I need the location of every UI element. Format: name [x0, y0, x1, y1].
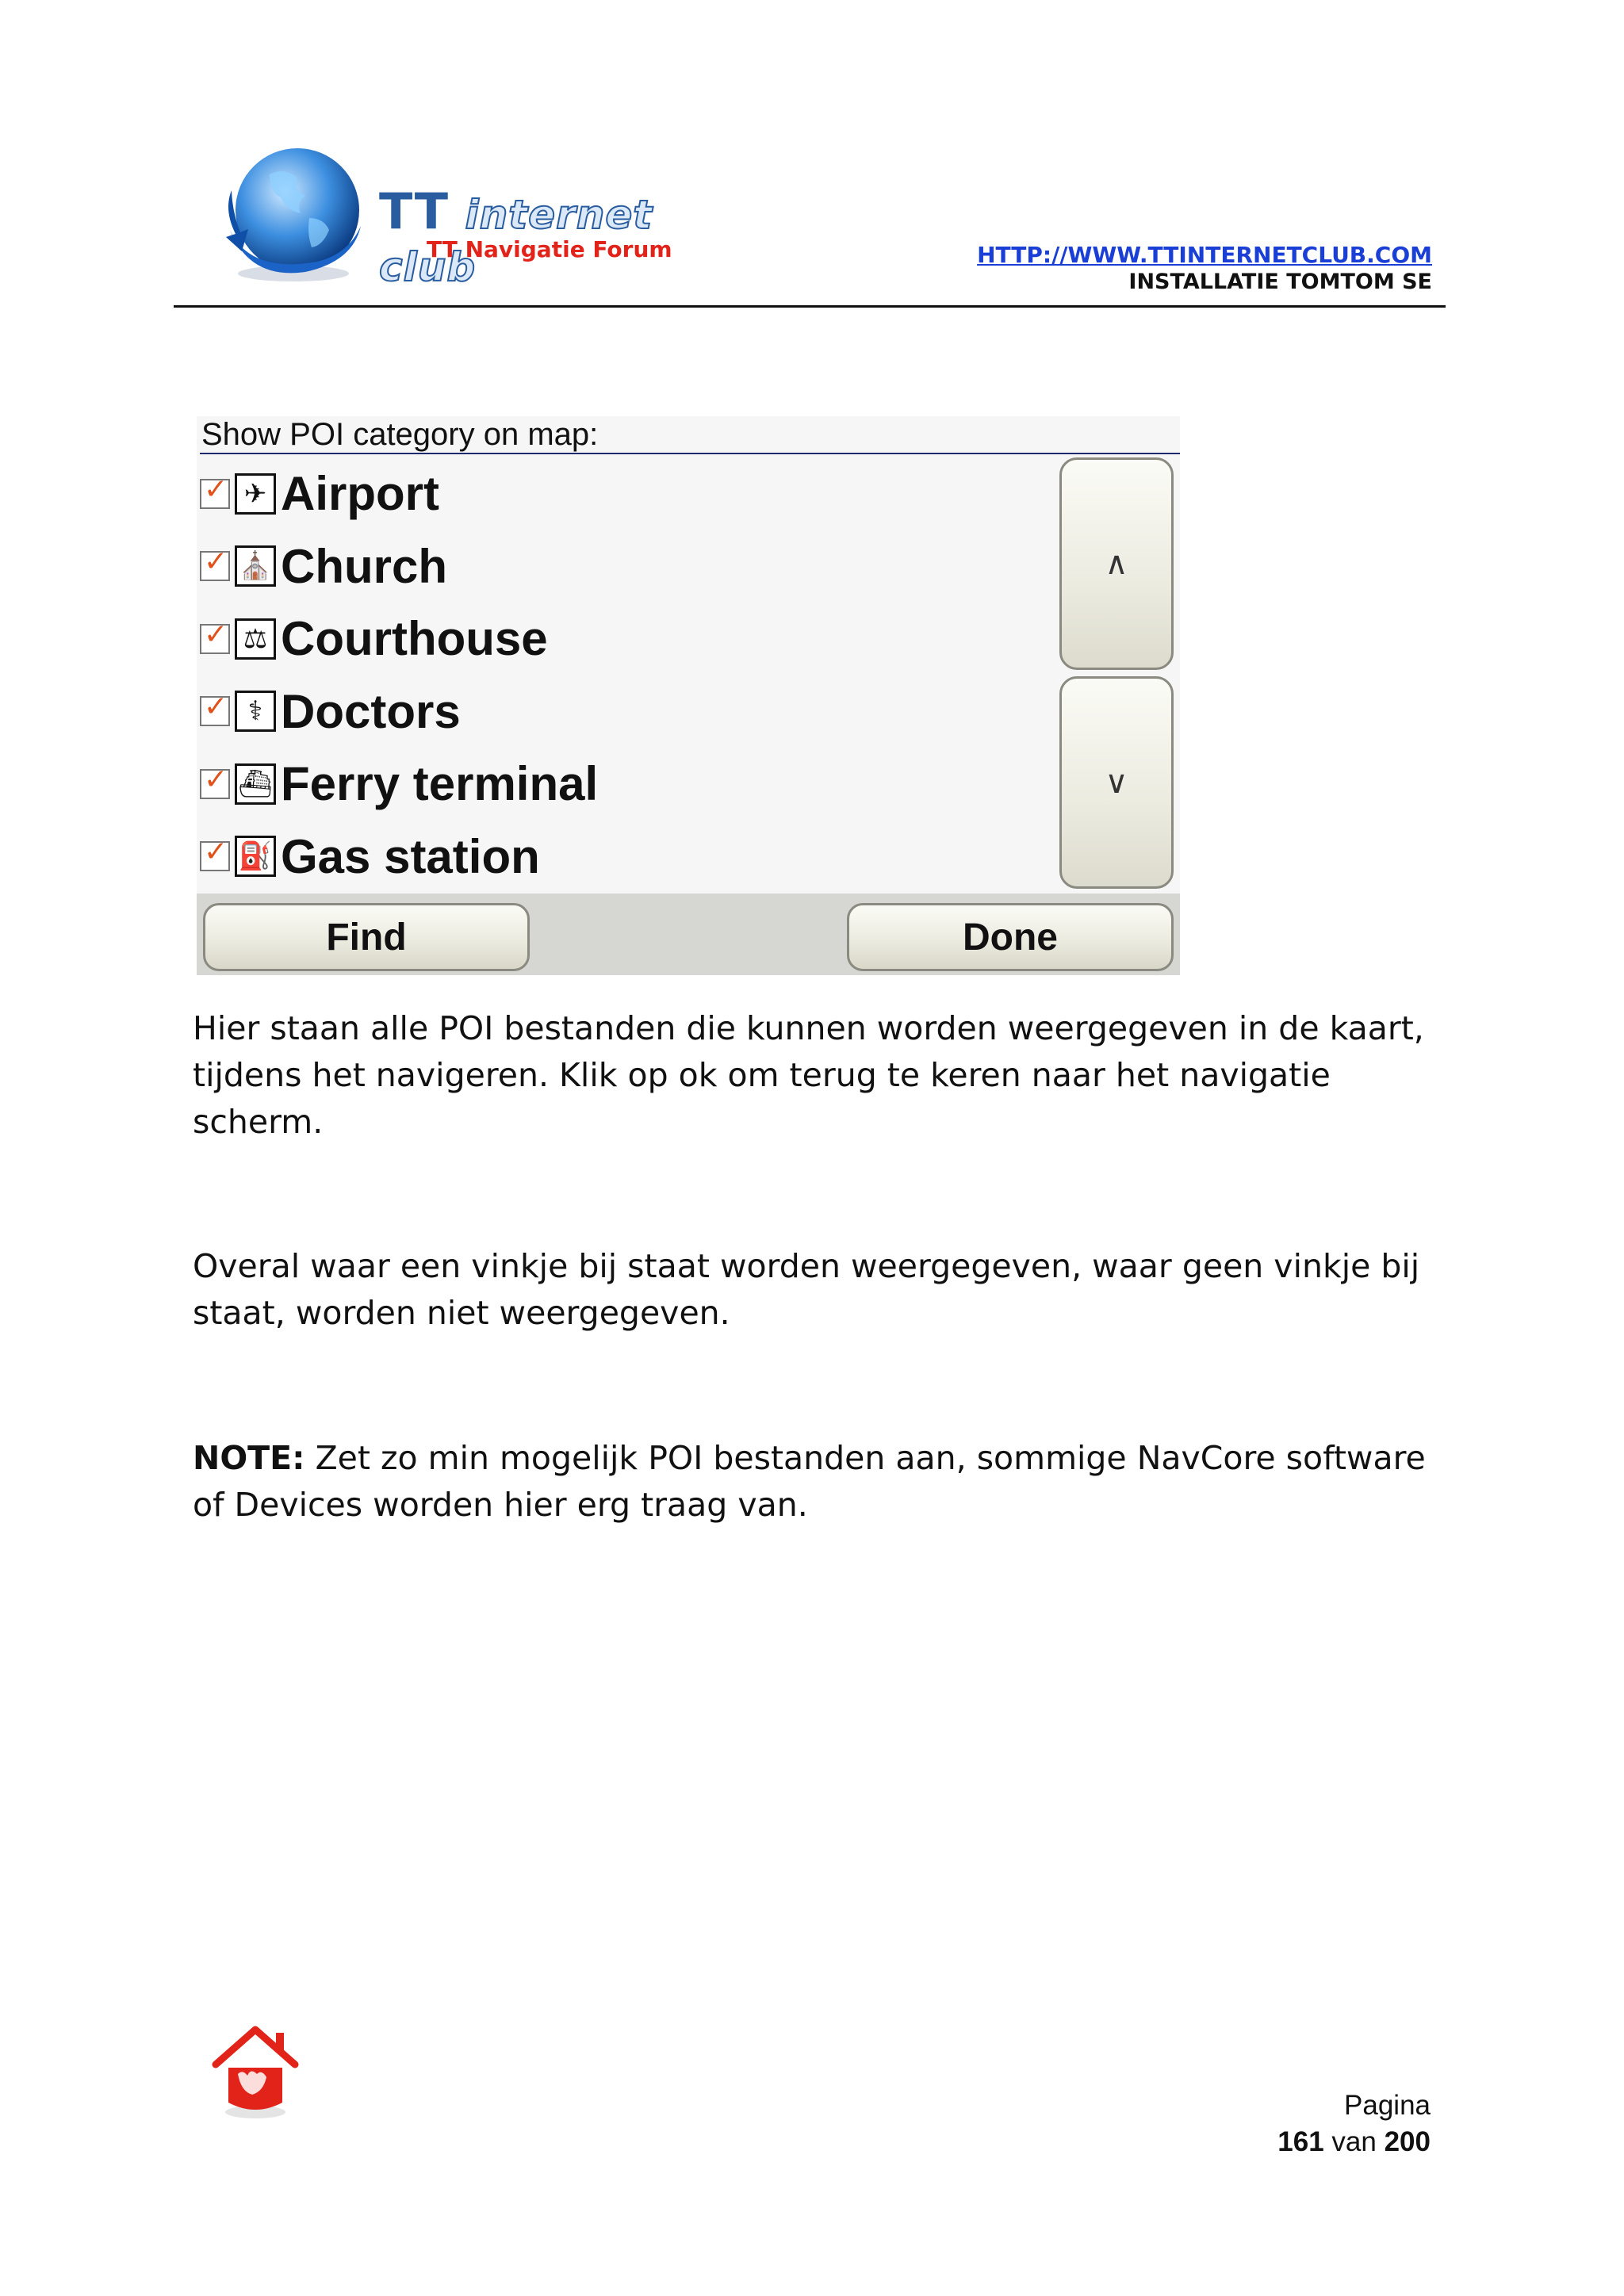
poi-label: Church: [281, 539, 447, 593]
page-count: [1277, 2124, 1431, 2160]
church-icon: ⛪: [235, 545, 276, 587]
scroll-up-button[interactable]: [1059, 457, 1174, 670]
list-item[interactable]: [197, 457, 1037, 530]
site-url-link[interactable]: HTTP://WWW.TTINTERNETCLUB.COM: [977, 242, 1432, 268]
poi-screen-title: Show POI category on map:: [200, 416, 1180, 454]
checkbox[interactable]: [200, 473, 230, 509]
checkbox[interactable]: [200, 618, 230, 654]
checkbox[interactable]: [200, 691, 230, 726]
checkmark-icon: ✓: [204, 473, 228, 506]
doctors-icon: ⚕: [235, 691, 276, 732]
button-bar: [197, 894, 1180, 975]
note-label: NOTE:: [193, 1439, 305, 1477]
chevron-down-icon: ∨: [1105, 764, 1128, 801]
done-button[interactable]: Done: [847, 903, 1174, 971]
poi-label: Courthouse: [281, 612, 548, 666]
list-item[interactable]: [197, 675, 1037, 748]
current-page: 161: [1277, 2126, 1324, 2157]
scroll-down-button[interactable]: [1059, 676, 1174, 889]
checkbox[interactable]: [200, 836, 230, 871]
header-divider: [174, 305, 1446, 308]
page-word: Pagina: [1344, 2090, 1431, 2121]
logo-internet-club: internet club: [379, 192, 653, 290]
list-item[interactable]: [197, 821, 1037, 894]
note-text: Zet zo min mogelijk POI bestanden aan, sommige NavCore software of Devices worden hier erg traag van.: [193, 1439, 1426, 1524]
checkbox[interactable]: [200, 545, 230, 581]
tt-internet-club-logo: [214, 135, 706, 293]
checkmark-icon: ✓: [204, 836, 228, 869]
home-icon[interactable]: [208, 2023, 303, 2122]
poi-category-list: [197, 457, 1037, 893]
logo-tagline: TT Navigatie Forum: [427, 236, 672, 262]
find-button[interactable]: Find: [203, 903, 530, 971]
checkmark-icon: ✓: [204, 691, 228, 724]
paragraph-checkmark-explanation: Overal waar een vinkje bij staat worden weergegeven, waar geen vinkje bij staat, worden niet weergegeven.: [193, 1247, 1420, 1332]
airport-icon: ✈: [235, 473, 276, 515]
globe-icon: [214, 143, 373, 285]
courthouse-icon: ⚖: [235, 618, 276, 660]
tomtom-poi-screen: [197, 416, 1180, 975]
poi-label: Ferry terminal: [281, 757, 599, 811]
total-pages: 200: [1384, 2126, 1431, 2157]
poi-label: Gas station: [281, 829, 540, 883]
gas-station-icon: ⛽: [235, 836, 276, 877]
of-word: van: [1331, 2126, 1377, 2157]
checkbox[interactable]: [200, 763, 230, 799]
poi-label: Doctors: [281, 684, 461, 738]
chevron-up-icon: ∧: [1105, 545, 1128, 582]
checkmark-icon: ✓: [204, 618, 228, 651]
document-subtitle: INSTALLATIE TOMTOM SE: [1128, 270, 1432, 294]
page-number-block: [1277, 2087, 1431, 2160]
ferry-icon: ⛴: [235, 763, 276, 805]
note-paragraph: [193, 1435, 1446, 1529]
logo-tt: TT: [379, 182, 450, 240]
checkmark-icon: ✓: [204, 763, 228, 796]
poi-label: Airport: [281, 467, 439, 521]
list-item[interactable]: [197, 748, 1037, 821]
checkmark-icon: ✓: [204, 545, 228, 579]
paragraph-poi-explanation: Hier staan alle POI bestanden die kunnen worden weergegeven in de kaart, tijdens het navigeren. Klik op ok om terug te keren naar het navigatie scherm.: [193, 1009, 1424, 1141]
list-item[interactable]: [197, 603, 1037, 675]
list-item[interactable]: [197, 530, 1037, 603]
